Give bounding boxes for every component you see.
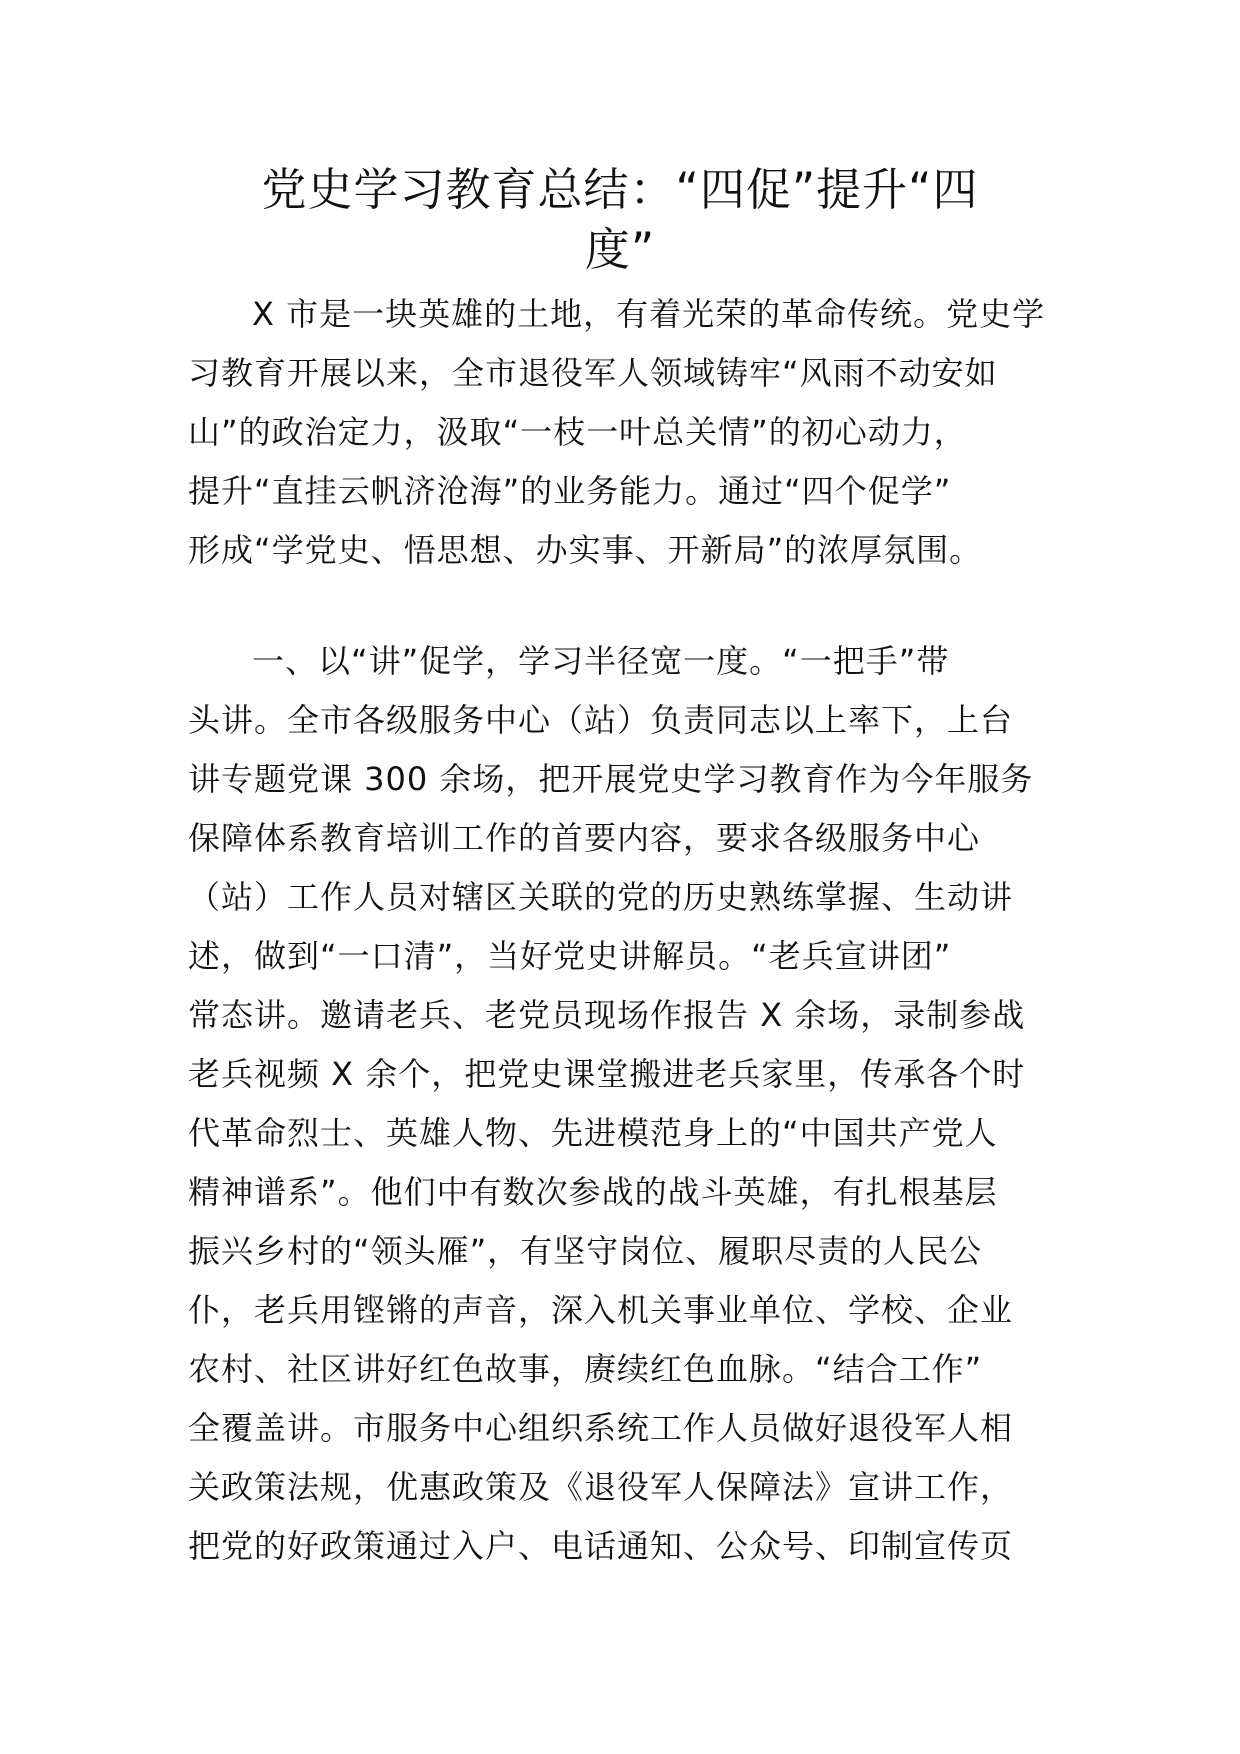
- intro-line: 习教育开展以来，全市退役军人领域铸牢“风雨不动安如: [188, 354, 998, 392]
- section-1-line: 精神谱系”。他们中有数次参战的战斗英雄，有扎根基层: [188, 1173, 998, 1211]
- section-1-line: 保障体系教育培训工作的首要内容，要求各级服务中心: [188, 819, 981, 857]
- section-1-paragraph: [188, 632, 1058, 1576]
- intro-line: 山”的政治定力，汲取“一枝一叶总关情”的初心动力，: [188, 413, 967, 451]
- section-1-line: （站）工作人员对辖区关联的党的历史熟练掌握、生动讲: [188, 878, 1014, 916]
- section-1-line: 振兴乡村的“领头雁”，有坚守岗位、履职尽责的人民公: [188, 1232, 983, 1270]
- section-1-line: 讲专题党课 300 余场，把开展党史学习教育作为今年服务: [188, 760, 1034, 798]
- section-1-line: 一、以“讲”促学，学习半径宽一度。“一把手”带: [252, 642, 950, 680]
- section-1-line: 全覆盖讲。市服务中心组织系统工作人员做好退役军人相: [188, 1409, 1014, 1447]
- intro-line: 形成“学党史、悟思想、办实事、开新局”的浓厚氛围。: [188, 531, 983, 569]
- section-1-line: 代革命烈士、英雄人物、先进模范身上的“中国共产党人: [188, 1114, 998, 1152]
- intro-line: X 市是一块英雄的土地，有着光荣的革命传统。党史学: [252, 295, 1046, 333]
- section-1-line: 农村、社区讲好红色故事，赓续红色血脉。“结合工作”: [188, 1350, 983, 1388]
- section-1-line: 把党的好政策通过入户、电话通知、公众号、印制宣传页: [188, 1527, 1014, 1565]
- section-1-line: 述，做到“一口清”，当好党史讲解员。“老兵宣讲团”: [188, 937, 952, 975]
- section-1-line: 关政策法规，优惠政策及《退役军人保障法》宣讲工作，: [188, 1468, 1014, 1506]
- title-line-1: 党史学习教育总结：“四促”提升“四: [261, 163, 979, 216]
- title-line-2: 度”: [584, 223, 656, 276]
- section-1-line: 老兵视频 X 余个，把党史课堂搬进老兵家里，传承各个时: [188, 1055, 1026, 1093]
- intro-line: 提升“直挂云帆济沧海”的业务能力。通过“四个促学”: [188, 472, 952, 510]
- section-1-line: 头讲。全市各级服务中心（站）负责同志以上率下，上台: [188, 701, 1014, 739]
- section-1-line: 常态讲。邀请老兵、老党员现场作报告 X 余场，录制参战: [188, 996, 1026, 1034]
- intro-paragraph: [188, 285, 1058, 580]
- document-title: [190, 160, 1050, 280]
- section-1-line: 仆，老兵用铿锵的声音，深入机关事业单位、学校、企业: [188, 1291, 1014, 1329]
